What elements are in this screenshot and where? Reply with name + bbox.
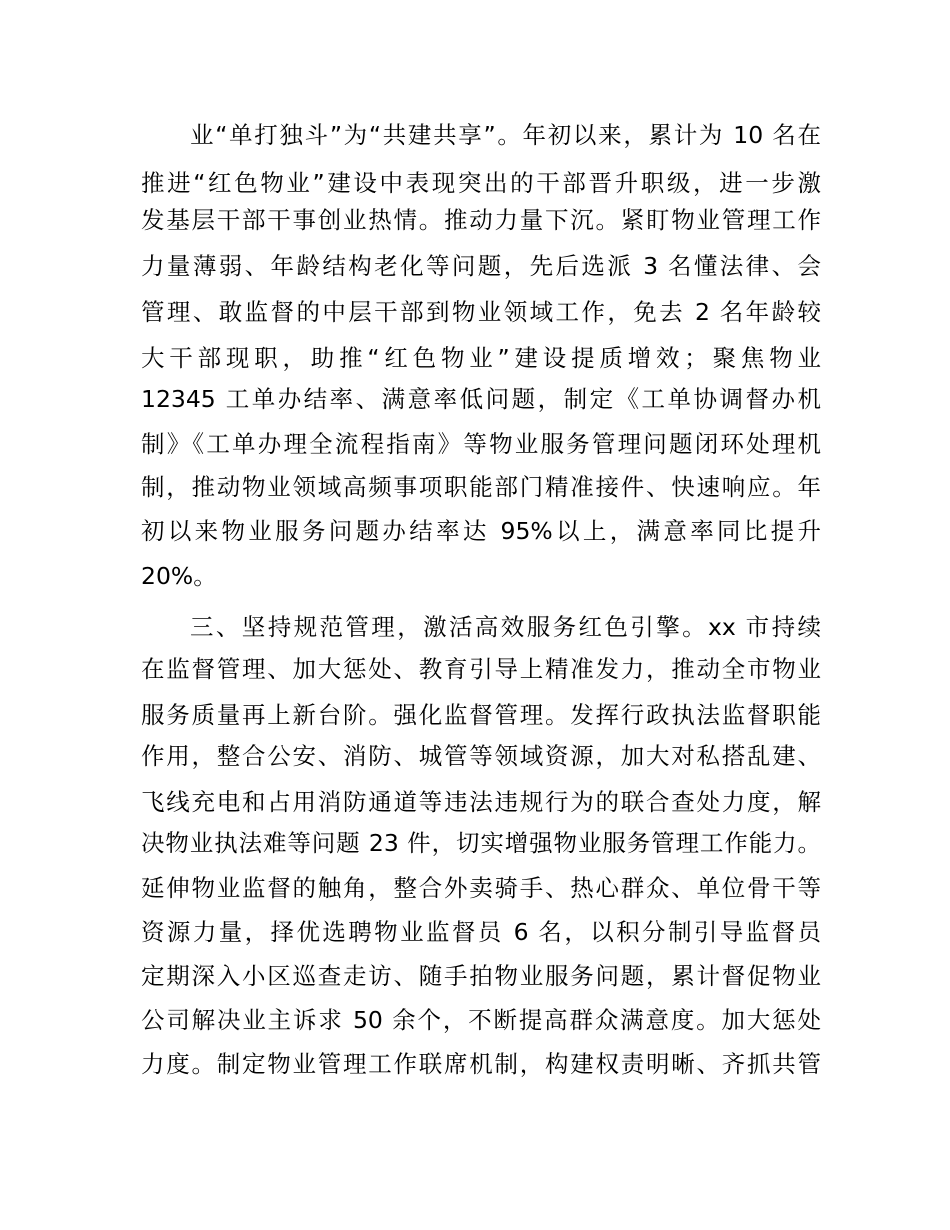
text-line: 延伸物业监督的触角，整合外卖骑手、热心群众、单位骨干等	[141, 874, 821, 902]
text-line: 制》《工单办理全流程指南》等物业服务管理问题闭环处理机	[141, 430, 821, 458]
text-line: 公司解决业主诉求 50 余个，不断提高群众满意度。加大惩处	[141, 1006, 821, 1034]
text-line: 大干部现职，助推“红色物业”建设提质增效；聚焦物业	[141, 344, 821, 372]
text-line: 初以来物业服务问题办结率达 95%以上，满意率同比提升	[141, 517, 821, 545]
text-line: 管理、敢监督的中层干部到物业领域工作，免去 2 名年龄较	[141, 298, 821, 326]
text-line: 决物业执法难等问题 23 件，切实增强物业服务管理工作能力。	[141, 829, 821, 857]
text-line: 业“单打独斗”为“共建共享”。年初以来，累计为 10 名在	[190, 121, 821, 149]
text-line: 发基层干部干事创业热情。推动力量下沉。紧盯物业管理工作	[141, 206, 821, 234]
text-line: 作用，整合公安、消防、城管等领域资源，加大对私搭乱建、	[141, 742, 821, 770]
text-line: 力度。制定物业管理工作联席机制，构建权责明晰、齐抓共管	[141, 1050, 821, 1078]
text-line: 定期深入小区巡查走访、随手拍物业服务问题，累计督促物业	[141, 962, 821, 990]
text-line: 在监督管理、加大惩处、教育引导上精准发力，推动全市物业	[141, 655, 821, 683]
text-line: 三、坚持规范管理，激活高效服务红色引擎。xx 市持续	[190, 613, 821, 641]
text-line: 12345 工单办结率、满意率低问题，制定《工单协调督办机	[141, 385, 821, 413]
text-line: 服务质量再上新台阶。强化监督管理。发挥行政执法监督职能	[141, 701, 821, 729]
text-line: 20%。	[141, 562, 217, 590]
text-line: 制，推动物业领域高频事项职能部门精准接件、快速响应。年	[141, 473, 821, 501]
text-line: 推进“红色物业”建设中表现突出的干部晋升职级，进一步激	[141, 169, 821, 197]
text-line: 力量薄弱、年龄结构老化等问题，先后选派 3 名懂法律、会	[141, 252, 821, 280]
text-line: 飞线充电和占用消防通道等违法违规行为的联合查处力度，解	[141, 788, 821, 816]
text-line: 资源力量，择优选聘物业监督员 6 名，以积分制引导监督员	[141, 918, 821, 946]
